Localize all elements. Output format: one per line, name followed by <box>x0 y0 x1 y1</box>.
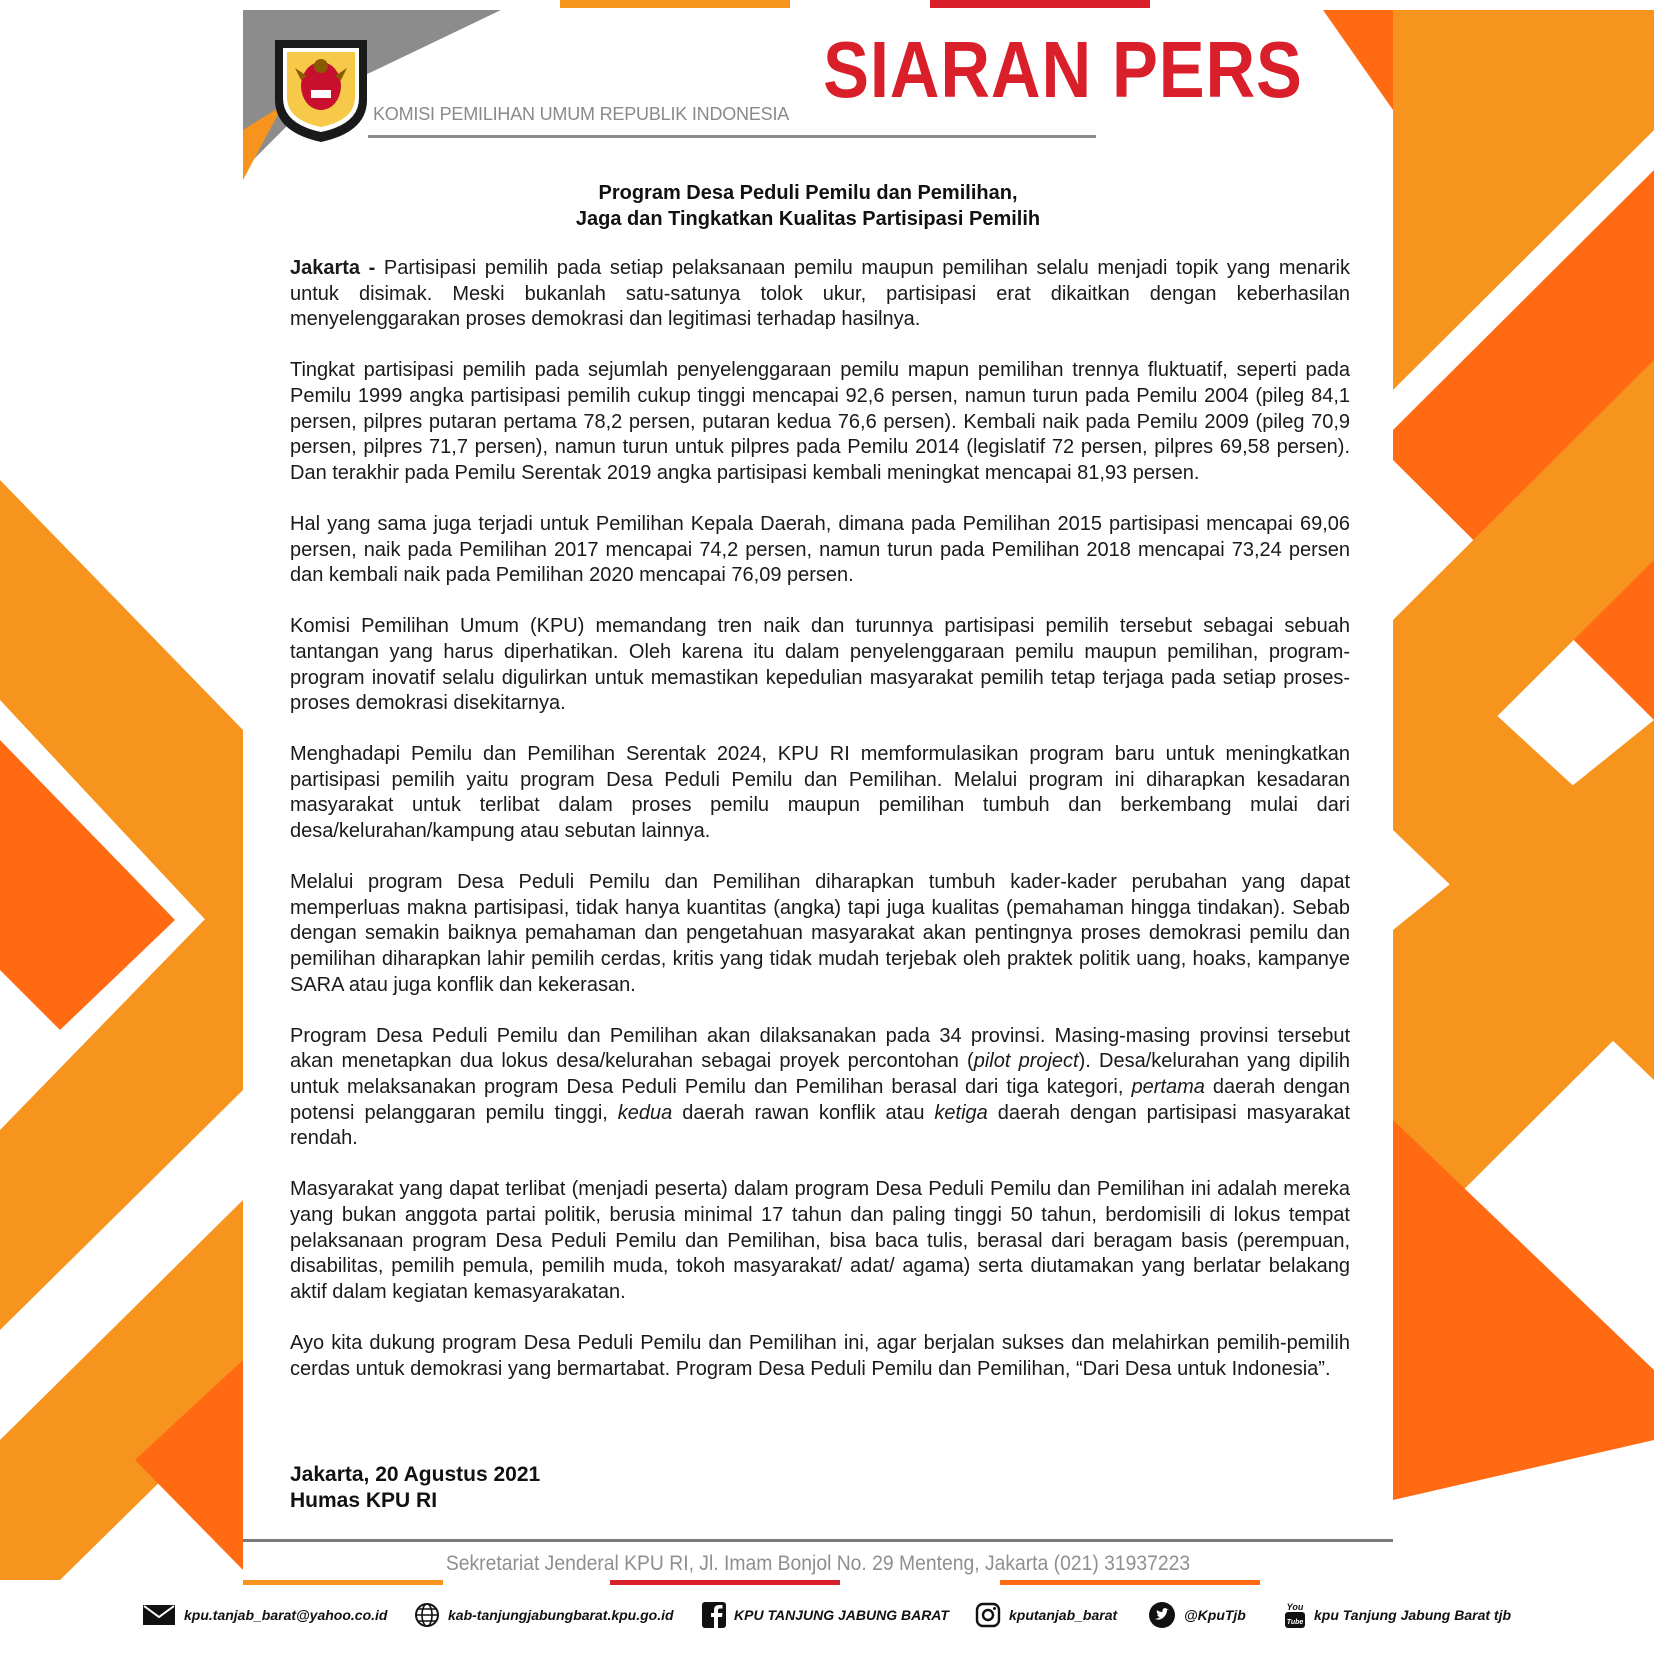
paragraph-4: Komisi Pemilihan Umum (KPU) memandang tren naik dan turunnya partisipasi pemilih tersebut sebagai sebuah tantangan yang harus diperhatikan. Oleh karena itu dalam penyelenggaraan pemilu maupun pemilihan, program-program inovatif selalu digulirkan untuk memastikan kepedulian masyarakat pemilih tetap terjaga pada setiap proses-proses demokrasi disekitarnya. <box>290 615 1350 715</box>
paragraph-2: Tingkat partisipasi pemilih pada sejumlah penyelenggaraan pemilu mapun pemilihan trennya fluktuatif, seperti pada Pemilu 1999 angka partisipasi pemilih cukup tinggi mencapai 92,6 persen, namun turun pada Pemilu 2004 (pileg 84,1 persen, pilpres putaran pertama 78,2 persen, putaran kedua 76,6 persen). Kembali naik pada Pemilu 2009 (pileg 70,9 persen, pilpres 71,7 persen), namun turun untuk pilpres pada Pemilu 2014 (legislatif 72 persen, pilpres 69,58 persen). Dan terakhir pada Pemilu Serentak 2019 angka partisipasi kembali meningkat mencapai 81,93 persen. <box>290 359 1350 484</box>
paragraph-9: Ayo kita dukung program Desa Peduli Pemilu dan Pemilihan ini, agar berjalan sukses dan melahirkan pemilih-pemilih cerdas untuk demokrasi yang bermartabat. Program Desa Peduli Pemilu dan Pemilihan, “Dari Desa untuk Indonesia”. <box>290 1331 1350 1380</box>
header-divider <box>368 135 1096 138</box>
social-twitter[interactable]: @KpuTjb <box>1148 1592 1246 1638</box>
paragraph-8: Masyarakat yang dapat terlibat (menjadi peserta) dalam program Desa Peduli Pemilu dan Pemilihan ini adalah mereka yang bukan anggota partai politik, berusia minimal 17 tahun dan paling tinggi 50 tahun, berdomisili di lokus tempat pelaksanaan program Desa Peduli Pemilu dan Pemilihan, bisa baca tulis, berasal dari beragam basis (perempuan, disabilitas, pemilih pemula, pemilih muda, tokoh masyarakat/ adat/ agama) serta diutamakan yang berlatar belakang aktif dalam kegiatan kemasyarakatan. <box>290 1178 1350 1303</box>
release-body <box>290 256 1350 1408</box>
dateline: Jakarta - <box>290 257 376 279</box>
release-title-line-1: Program Desa Peduli Pemilu dan Pemilihan, <box>598 182 1018 204</box>
organization-name: KOMISI PEMILIHAN UMUM REPUBLIK INDONESIA <box>373 104 790 124</box>
footer-divider <box>243 1539 1393 1542</box>
press-release-sheet <box>243 10 1393 1580</box>
signoff-author: Humas KPU RI <box>290 1489 438 1512</box>
paragraph-5: Menghadapi Pemilu dan Pemilihan Serentak 2024, KPU RI memformulasikan program baru untuk meningkatkan partisipasi pemilih yaitu program Desa Peduli Pemilu dan Pemilihan. Melalui program ini diharapkan kesadaran masyarakat untuk terlibat dalam proses pemilu maupun pemilihan tumbuh dan berkembang mulai dari desa/kelurahan/kampung atau sebutan lainnya. <box>290 743 1350 843</box>
signoff <box>290 1462 540 1514</box>
release-title-line-2: Jaga dan Tingkatkan Kualitas Partisipasi Pemilih <box>575 208 1041 230</box>
social-website[interactable]: kab-tanjungjabungbarat.kpu.go.id <box>414 1592 674 1638</box>
social-facebook[interactable]: KPU TANJUNG JABUNG BARAT <box>702 1592 949 1638</box>
footer-address: Sekretariat Jenderal KPU RI, Jl. Imam Bonjol No. 29 Menteng, Jakarta (021) 31937223 <box>445 1552 1191 1575</box>
instagram-icon <box>975 1602 1001 1628</box>
signoff-place-date: Jakarta, 20 Agustus 2021 <box>290 1463 541 1486</box>
social-email[interactable]: kpu.tanjab_barat@yahoo.co.id <box>142 1592 387 1638</box>
social-instagram[interactable]: kputanjab_barat <box>975 1592 1117 1638</box>
press-release-headline: SIARAN PERS <box>823 25 1303 114</box>
envelope-icon <box>142 1604 176 1626</box>
paragraph-7: Program Desa Peduli Pemilu dan Pemilihan akan dilaksanakan pada 34 provinsi. Masing-masing provinsi tersebut akan menetapkan dua lokus desa/kelurahan sebagai proyek percontohan (pilot project). Desa/kelurahan yang dipilih untuk melaksanakan program Desa Peduli Pemilu dan Pemilihan berasal dari tiga kategori, pertama daerah dengan potensi pelanggaran pemilu tinggi, kedua daerah rawan konflik atau ketiga daerah dengan partisipasi masyarakat rendah. <box>290 1024 1350 1150</box>
social-media-bar <box>0 1592 1654 1638</box>
youtube-icon <box>1284 1600 1306 1630</box>
svg-text:Tube: Tube <box>1286 1619 1304 1626</box>
twitter-icon <box>1148 1601 1176 1629</box>
kpu-logo <box>265 20 377 144</box>
paragraph-1: Jakarta - Partisipasi pemilih pada setiap pelaksanaan pemilu maupun pemilihan selalu menjadi topik yang menarik untuk disimak. Meski bukanlah satu-satunya tolok ukur, partisipasi erat dikaitkan dengan keberhasilan menyelenggarakan proses demokrasi dan legitimasi terhadap hasilnya. <box>290 257 1350 331</box>
globe-icon <box>414 1602 440 1628</box>
svg-text:You: You <box>1286 1602 1304 1612</box>
paragraph-3: Hal yang sama juga terjadi untuk Pemilihan Kepala Daerah, dimana pada Pemilihan 2015 partisipasi mencapai 69,06 persen, naik pada Pemilihan 2017 mencapai 74,2 persen, namun turun pada Pemilihan 2018 mencapai 73,24 persen dan kembali naik pada Pemilihan 2020 mencapai 76,09 persen. <box>290 512 1350 587</box>
social-youtube[interactable]: You Tube kpu Tanjung Jabung Barat tjb <box>1284 1592 1511 1638</box>
facebook-icon <box>702 1602 726 1628</box>
paragraph-6: Melalui program Desa Peduli Pemilu dan Pemilihan diharapkan tumbuh kader-kader perubahan yang dapat memperluas makna partisipasi, tidak hanya kuantitas (angka) tapi juga kualitas (pemahaman hingga tindakan). Sebab dengan semakin baiknya pemahaman dan pengetahuan masyarakat akan pentingnya proses demokrasi pemilu dan pemilihan diharapkan lahir pemilih cerdas, kritis yang tidak mudah terjebak oleh praktek politik uang, hoaks, kampanye SARA atau juga konflik dan kekerasan. <box>290 871 1350 996</box>
release-title <box>243 180 1373 232</box>
